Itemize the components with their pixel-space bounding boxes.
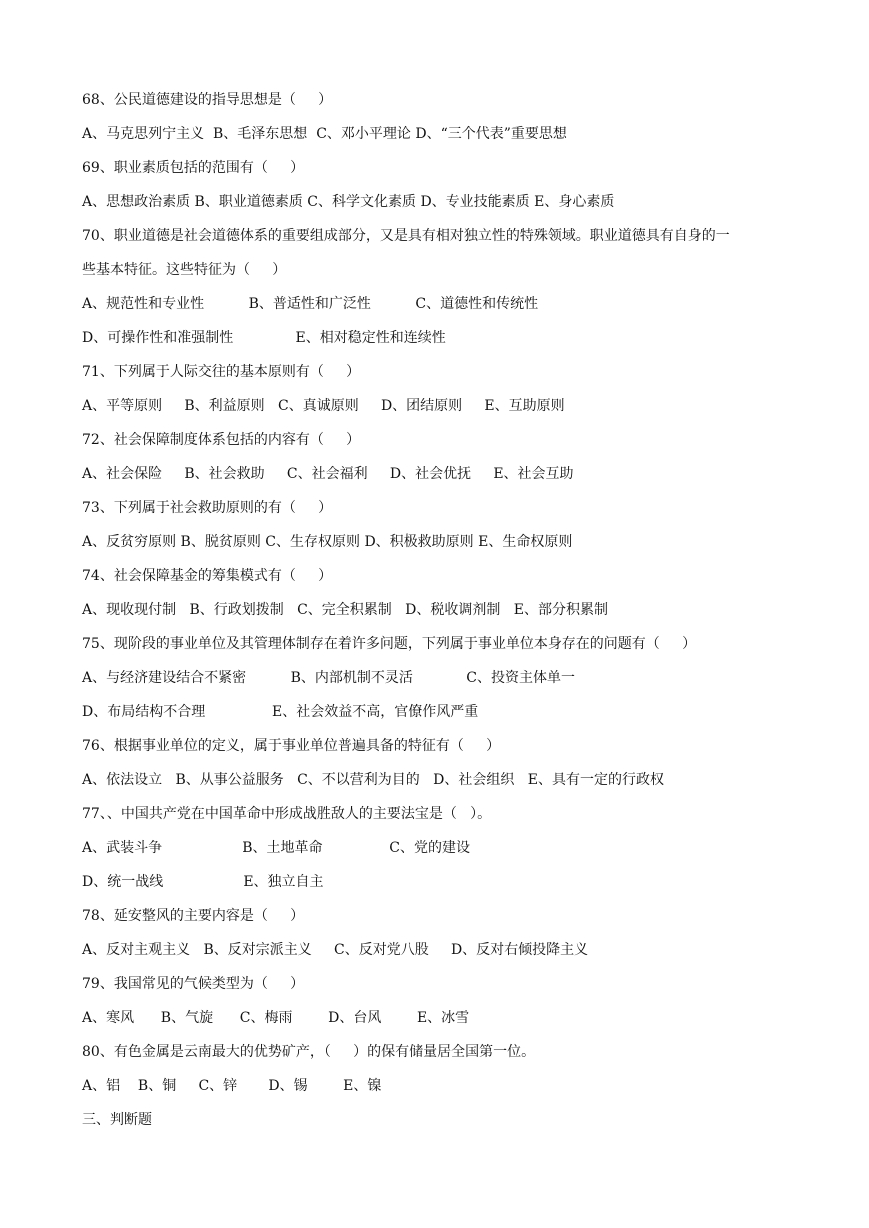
question-77: 77、、中国共产党在中国革命中形成战胜敌人的主要法宝是（ ）。 bbox=[82, 806, 492, 822]
options-68: A、马克思列宁主义 B、毛泽东思想 C、邓小平理论 D、“三个代表”重要思想 bbox=[82, 126, 567, 142]
options-74: A、现收现付制 B、行政划拨制 C、完全积累制 D、税收调剂制 E、部分积累制 bbox=[82, 602, 608, 618]
section-heading-true-false: 三、判断题 bbox=[82, 1112, 152, 1128]
question-68: 68、公民道德建设的指导思想是（ ） bbox=[82, 92, 333, 108]
question-73: 73、下列属于社会救助原则的有（ ） bbox=[82, 500, 333, 516]
question-70-line-2: 些基本特征。这些特征为（ ） bbox=[82, 262, 287, 278]
options-72: A、社会保险 B、社会救助 C、社会福利 D、社会优抚 E、社会互助 bbox=[82, 466, 574, 482]
options-75-line-2: D、布局结构不合理 E、社会效益不高，官僚作风严重 bbox=[82, 704, 479, 720]
question-69: 69、职业素质包括的范围有（ ） bbox=[82, 160, 305, 176]
options-69: A、思想政治素质 B、职业道德素质 C、科学文化素质 D、专业技能素质 E、身心素质 bbox=[82, 194, 615, 210]
options-73: A、反贫穷原则 B、脱贫原则 C、生存权原则 D、积极救助原则 E、生命权原则 bbox=[82, 534, 573, 550]
document-page bbox=[82, 87, 802, 1141]
options-75-line-1: A、与经济建设结合不紧密 B、内部机制不灵活 C、投资主体单一 bbox=[82, 670, 576, 686]
options-77-line-2: D、统一战线 E、独立自主 bbox=[82, 874, 324, 890]
question-76: 76、根据事业单位的定义，属于事业单位普遍具备的特征有（ ） bbox=[82, 738, 501, 754]
options-77-line-1: A、武装斗争 B、土地革命 C、党的建设 bbox=[82, 840, 470, 856]
question-80: 80、有色金属是云南最大的优势矿产，（ ）的保有储量居全国第一位。 bbox=[82, 1044, 536, 1060]
options-76: A、依法设立 B、从事公益服务 C、不以营利为目的 D、社会组织 E、具有一定的行政权 bbox=[82, 772, 664, 788]
question-75: 75、现阶段的事业单位及其管理体制存在着许多问题，下列属于事业单位本身存在的问题有（ ） bbox=[82, 636, 697, 652]
question-78: 78、延安整风的主要内容是（ ） bbox=[82, 908, 305, 924]
question-70-line-1: 70、职业道德是社会道德体系的重要组成部分，又是具有相对独立性的特殊领域。职业道德具有自身的一 bbox=[82, 228, 730, 244]
question-79: 79、我国常见的气候类型为（ ） bbox=[82, 976, 305, 992]
options-78: A、反对主观主义 B、反对宗派主义 C、反对党八股 D、反对右倾投降主义 bbox=[82, 942, 589, 958]
question-74: 74、社会保障基金的筹集模式有（ ） bbox=[82, 568, 333, 584]
options-70-line-2: D、可操作性和准强制性 E、相对稳定性和连续性 bbox=[82, 330, 446, 346]
options-70-line-1: A、规范性和专业性 B、普适性和广泛性 C、道德性和传统性 bbox=[82, 296, 539, 312]
options-80: A、铝 B、铜 C、锌 D、锡 E、镍 bbox=[82, 1078, 382, 1094]
question-71: 71、下列属于人际交往的基本原则有（ ） bbox=[82, 364, 361, 380]
question-72: 72、社会保障制度体系包括的内容有（ ） bbox=[82, 432, 361, 448]
options-71: A、平等原则 B、利益原则 C、真诚原则 D、团结原则 E、互助原则 bbox=[82, 398, 565, 414]
options-79: A、寒风 B、气旋 C、梅雨 D、台风 E、冰雪 bbox=[82, 1010, 470, 1026]
